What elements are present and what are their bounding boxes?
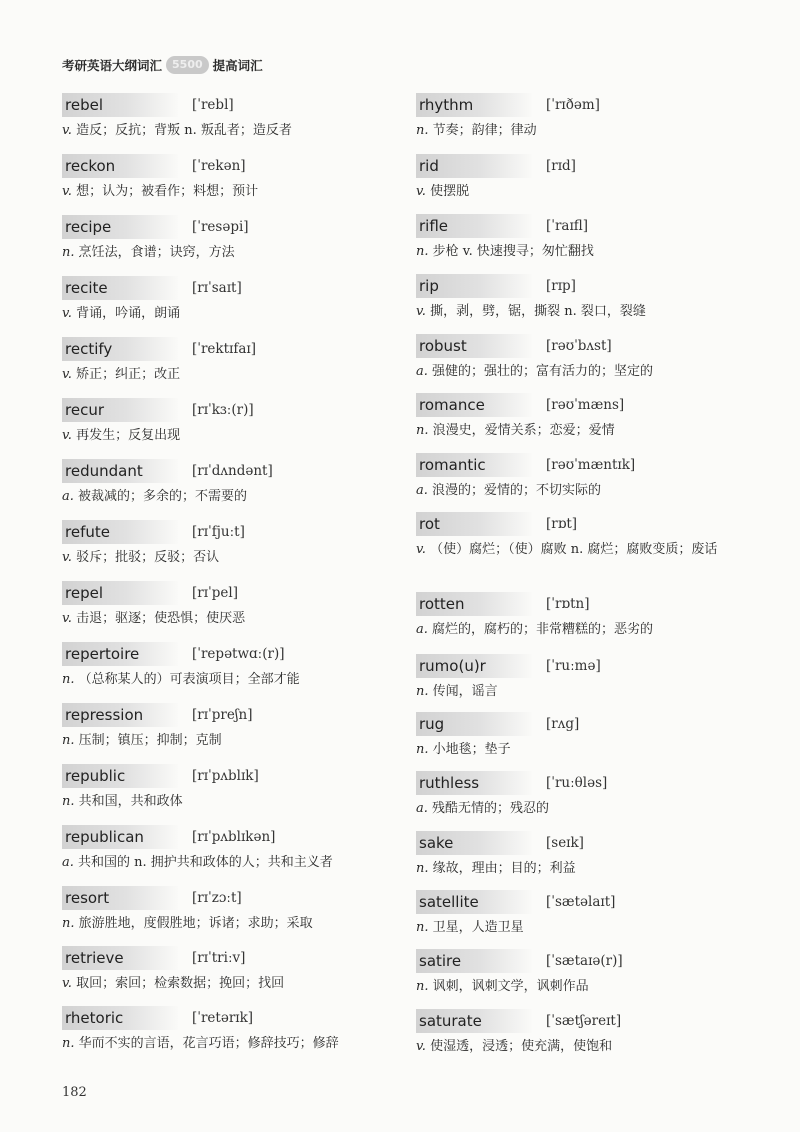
vocab-entry [62,580,392,629]
part-of-speech: n. [416,920,429,935]
vocab-definition [416,858,746,879]
definition-text: 共和国，共和政体 [78,794,183,809]
part-of-speech: v. [416,542,426,557]
vocab-definition [62,791,392,812]
vocab-definition [62,852,392,873]
part-of-speech: n. [416,742,429,757]
vocab-definition [416,361,746,382]
vocab-entry [62,885,392,934]
part-of-speech: n. [62,916,75,931]
part-of-speech: v. [62,428,72,443]
definition-text: （使）腐烂；（使）腐败 n. 腐烂；腐败变质；废话 [430,542,718,557]
vocab-word: ruthless [416,771,532,795]
vocab-word: recipe [62,215,178,239]
vocab-word: satire [416,949,532,973]
vocab-entry [416,770,746,819]
part-of-speech: n. [62,794,75,809]
vocab-word: refute [62,520,178,544]
vocab-definition [62,730,392,751]
definition-text: 卫星，人造卫星 [432,920,524,935]
vocab-phonetic: [ˈrɪðəm] [546,97,600,113]
vocab-entry [416,273,746,322]
vocab-word: rhetoric [62,1006,178,1030]
part-of-speech: v. [416,184,426,199]
vocab-definition [416,739,746,760]
vocab-definition [62,913,392,934]
definition-text: 小地毯；垫子 [432,742,511,757]
vocab-phonetic: [ˈsætaɪə(r)] [546,953,623,969]
vocab-phonetic: [rəʊˈbʌst] [546,338,612,354]
part-of-speech: n. [416,123,429,138]
vocab-phonetic: [rəʊˈmæntɪk] [546,457,636,473]
definition-text: 腐烂的，腐朽的；非常糟糕的；恶劣的 [432,622,654,637]
header-subtitle: 提高词汇 [212,58,263,73]
vocab-word: reckon [62,154,178,178]
vocab-definition [62,242,392,263]
part-of-speech: v. [62,367,72,382]
definition-text: 传闻，谣言 [432,684,498,699]
vocab-entry [62,641,392,690]
page-number: 182 [62,1085,87,1100]
vocab-definition [416,241,746,262]
vocab-word: romantic [416,453,532,477]
definition-text: 共和国的 n. 拥护共和政体的人；共和主义者 [78,855,333,870]
part-of-speech: v. [62,976,72,991]
vocab-phonetic: [ˈrɒtn] [546,596,590,612]
vocab-word: repression [62,703,178,727]
part-of-speech: v. [416,304,426,319]
vocab-word: repel [62,581,178,605]
definition-text: 强健的；强壮的；富有活力的；坚定的 [432,364,654,379]
definition-text: 造反；反抗；背叛 n. 叛乱者；造反者 [76,123,292,138]
vocab-phonetic: [ˈretərɪk] [192,1010,254,1026]
vocab-phonetic: [rɪˈsaɪt] [192,280,242,296]
vocab-entry [62,1005,392,1054]
vocab-phonetic: [ˈrekən] [192,158,246,174]
vocab-phonetic: [ˈrektɪfaɪ] [192,341,256,357]
definition-text: 步枪 v. 快速搜寻；匆忙翻找 [432,244,594,259]
vocab-entry [62,153,392,202]
vocab-definition [416,798,746,819]
part-of-speech: v. [62,123,72,138]
vocab-word: rug [416,712,532,736]
definition-text: （总称某人的）可表演项目；全部才能 [78,672,300,687]
vocab-phonetic: [rɒt] [546,516,578,532]
vocab-definition [62,425,392,446]
header-title: 考研英语大纲词汇 [62,58,163,73]
definition-text: 压制；镇压；抑制；克制 [78,733,222,748]
definition-text: 华而不实的言语，花言巧语；修辞技巧；修辞 [78,1036,339,1051]
part-of-speech: a. [416,483,428,498]
definition-text: 使摆脱 [430,184,470,199]
vocab-word: redundant [62,459,178,483]
vocab-word: rip [416,274,532,298]
vocab-entry [62,275,392,324]
definition-text: 浪漫史，爱情关系；恋爱；爱情 [432,423,615,438]
vocab-phonetic: [seɪk] [546,835,584,851]
vocab-entry [62,763,392,812]
vocab-word: sake [416,831,532,855]
vocab-phonetic: [rəʊˈmæns] [546,397,625,413]
vocab-word: rifle [416,214,532,238]
vocab-entry [416,92,746,141]
vocab-entry [416,333,746,382]
part-of-speech: v. [62,306,72,321]
vocab-definition [62,486,392,507]
part-of-speech: n. [62,672,75,687]
vocab-entry [62,702,392,751]
vocab-phonetic: [rɪˈpʌblɪk] [192,768,259,784]
vocab-entry [62,214,392,263]
vocab-definition [62,669,392,690]
vocab-entry [416,213,746,262]
definition-text: 矫正；纠正；改正 [76,367,181,382]
vocab-entry [62,824,392,873]
part-of-speech: v. [62,611,72,626]
part-of-speech: a. [416,364,428,379]
vocab-word: satellite [416,890,532,914]
vocab-entry [416,392,746,441]
vocab-word: robust [416,334,532,358]
vocab-entry [416,948,746,997]
definition-text: 击退；驱逐；使恐惧；使厌恶 [76,611,246,626]
definition-text: 烹饪法，食谱；诀窍，方法 [78,245,235,260]
vocab-word: rumo(u)r [416,654,532,678]
vocab-definition [416,1036,746,1057]
vocab-entry [416,830,746,879]
vocab-definition [416,917,746,938]
part-of-speech: n. [62,733,75,748]
part-of-speech: n. [416,684,429,699]
vocab-phonetic: [rʌg] [546,716,580,732]
vocab-definition [62,547,392,568]
vocab-entry [62,519,392,568]
part-of-speech: v. [62,184,72,199]
vocab-entry [62,397,392,446]
vocab-phonetic: [ˈruːmə] [546,658,601,674]
vocab-definition [62,120,392,141]
vocab-word: rot [416,512,532,536]
definition-text: 想；认为；被看作；料想；预计 [76,184,259,199]
header-badge: 5500 [166,56,209,74]
vocab-phonetic: [rɪˈpreʃn] [192,707,253,723]
vocab-phonetic: [rɪˈfjuːt] [192,524,245,540]
definition-text: 背诵，吟诵，朗诵 [76,306,181,321]
vocab-entry [62,945,392,994]
vocab-phonetic: [rɪˈpel] [192,585,238,601]
vocab-phonetic: [ˈraɪfl] [546,218,589,234]
vocab-entry [416,653,746,702]
part-of-speech: a. [62,489,74,504]
definition-text: 使湿透，浸透；使充满，使饱和 [430,1039,613,1054]
part-of-speech: n. [416,423,429,438]
vocab-word: rhythm [416,93,532,117]
part-of-speech: v. [416,1039,426,1054]
part-of-speech: n. [62,245,75,260]
part-of-speech: n. [416,861,429,876]
vocab-entry [416,511,746,560]
vocab-entry [62,92,392,141]
vocab-phonetic: [rɪˈzɔːt] [192,890,242,906]
definition-text: 残酷无情的；残忍的 [432,801,550,816]
vocab-word: rid [416,154,532,178]
vocab-entry [416,452,746,501]
part-of-speech: n. [416,979,429,994]
definition-text: 驳斥；批驳；反驳；否认 [76,550,220,565]
vocab-entry [62,336,392,385]
vocab-phonetic: [rɪˈpʌblɪkən] [192,829,276,845]
vocab-definition [62,303,392,324]
definition-text: 浪漫的；爱情的；不切实际的 [432,483,602,498]
vocab-definition [62,608,392,629]
vocab-definition [416,181,746,202]
definition-text: 被裁减的；多余的；不需要的 [78,489,248,504]
vocab-entry [416,591,746,640]
part-of-speech: a. [62,855,74,870]
vocab-word: retrieve [62,946,178,970]
vocab-definition [416,681,746,702]
vocab-entry [416,889,746,938]
vocab-definition [416,120,746,141]
definition-text: 缘故，理由；目的；利益 [432,861,576,876]
vocab-definition [416,480,746,501]
vocab-word: rectify [62,337,178,361]
definition-text: 撕，剥，劈，锯，撕裂 n. 裂口，裂缝 [430,304,646,319]
vocab-word: republic [62,764,178,788]
vocab-definition [416,301,746,322]
vocab-phonetic: [rɪˈkɜː(r)] [192,402,254,418]
vocab-definition [416,420,746,441]
vocab-word: saturate [416,1009,532,1033]
page-header [62,56,263,74]
part-of-speech: n. [62,1036,75,1051]
part-of-speech: a. [416,801,428,816]
vocab-entry [416,1008,746,1057]
vocab-word: rotten [416,592,532,616]
vocab-definition [416,539,746,560]
vocab-phonetic: [rɪd] [546,158,576,174]
vocab-definition [416,976,746,997]
definition-text: 取回；索回；检索数据；挽回；找回 [76,976,285,991]
vocab-definition [62,973,392,994]
vocab-phonetic: [ˈruːθləs] [546,775,608,791]
vocab-phonetic: [rɪˈtriːv] [192,950,246,966]
vocab-entry [62,458,392,507]
vocab-phonetic: [ˈsætʃəreɪt] [546,1013,622,1029]
vocab-phonetic: [rɪˈdʌndənt] [192,463,273,479]
part-of-speech: a. [416,622,428,637]
definition-text: 讽刺，讽刺文学，讽刺作品 [432,979,589,994]
vocab-word: recur [62,398,178,422]
vocab-entry [416,153,746,202]
vocab-phonetic: [rɪp] [546,278,576,294]
vocab-entry [416,711,746,760]
vocab-phonetic: [ˈresəpi] [192,219,249,235]
definition-text: 旅游胜地，度假胜地；诉诸；求助；采取 [78,916,313,931]
definition-text: 节奏；韵律；律动 [432,123,537,138]
vocab-word: republican [62,825,178,849]
vocab-word: resort [62,886,178,910]
vocab-definition [62,1033,392,1054]
part-of-speech: n. [416,244,429,259]
vocab-definition [62,364,392,385]
vocab-word: rebel [62,93,178,117]
vocab-phonetic: [ˈrepətwɑː(r)] [192,646,285,662]
part-of-speech: v. [62,550,72,565]
vocab-phonetic: [ˈrebl] [192,97,234,113]
vocab-definition [416,619,746,640]
vocab-word: repertoire [62,642,178,666]
definition-text: 再发生；反复出现 [76,428,181,443]
vocab-phonetic: [ˈsætəlaɪt] [546,894,616,910]
vocab-definition [62,181,392,202]
vocab-word: recite [62,276,178,300]
vocab-word: romance [416,393,532,417]
